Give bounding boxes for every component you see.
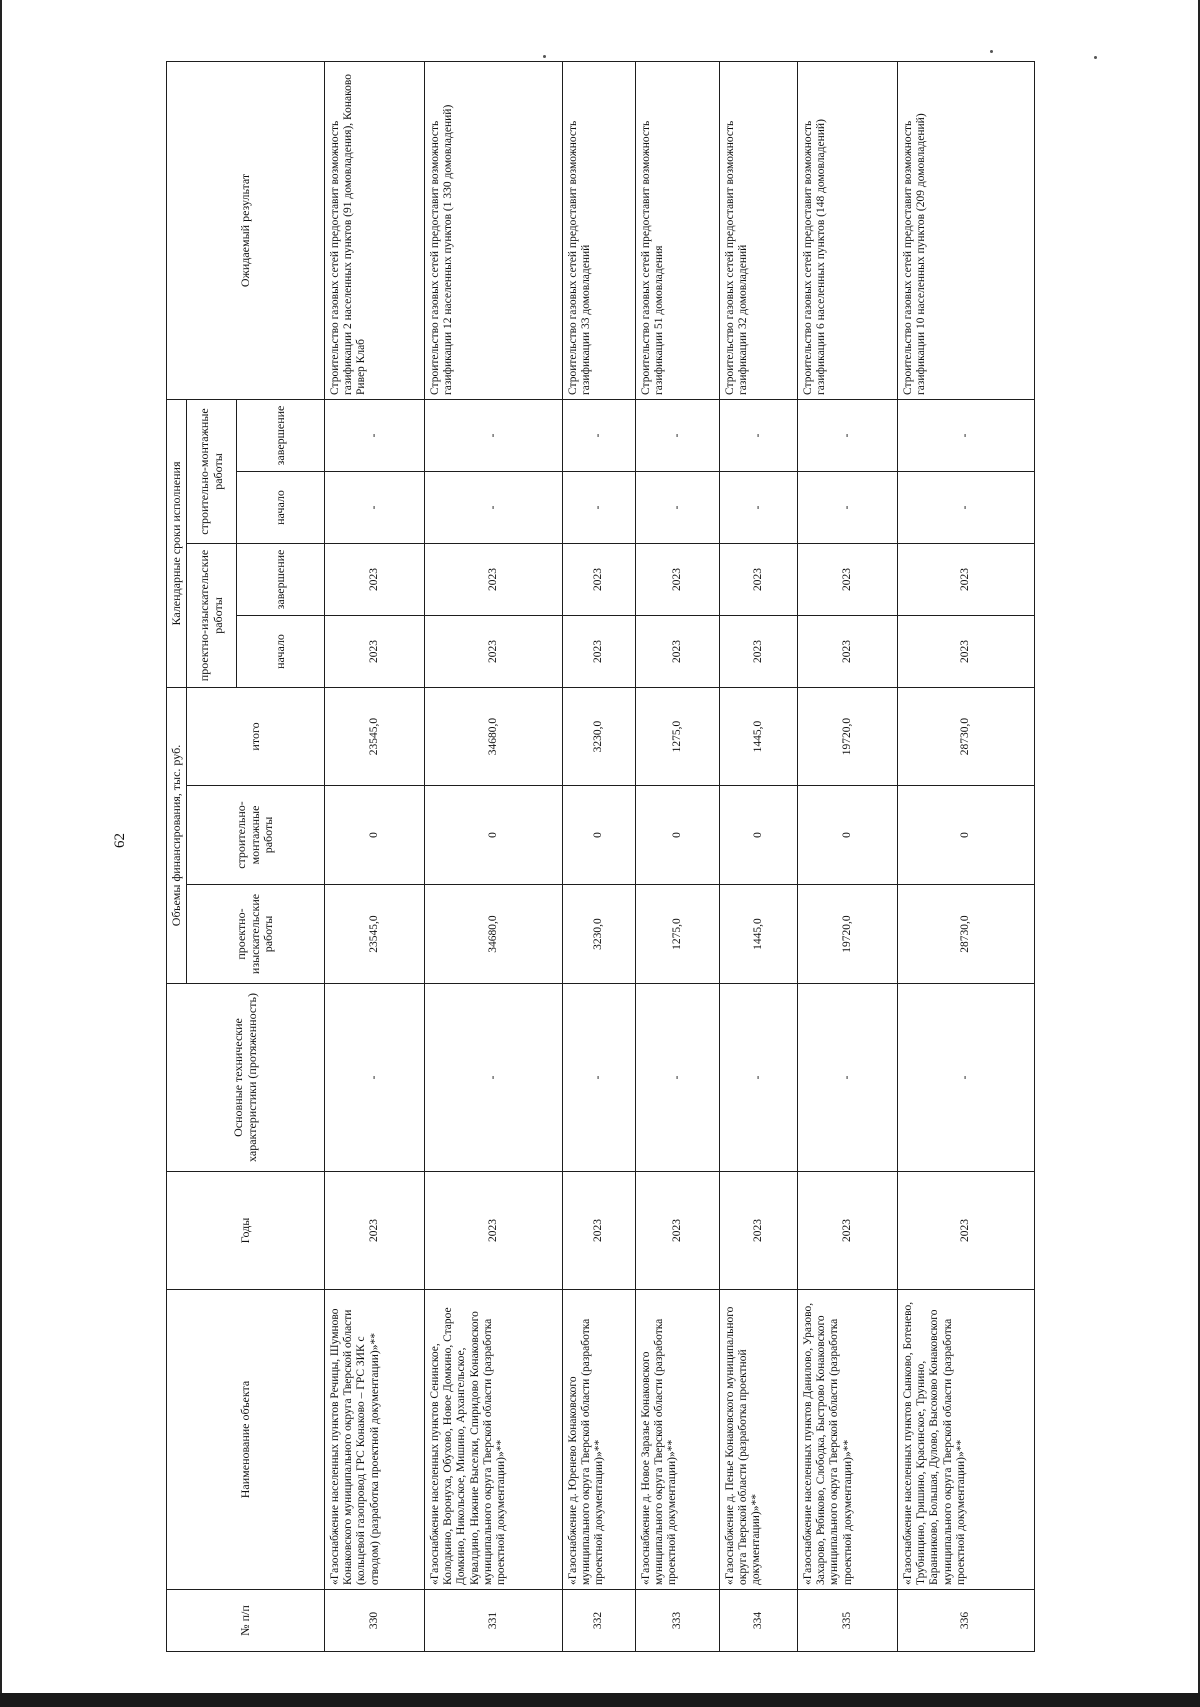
cell-result: Строительство газовых сетей предоставит возможность газификации 6 населенных пунктов (148 домовладений) [798, 61, 898, 399]
header-pir-end: завершение [237, 543, 325, 615]
cell-pir-end: 2023 [636, 543, 720, 615]
header-finance: Объемы финансирования, тыс. руб. [167, 687, 187, 983]
header-finance-total: итого [187, 687, 325, 785]
cell-name: «Газоснабжение д. Юренево Конаковского муниципального округа Тверской области (разработка проектной документации)»** [563, 1290, 636, 1590]
cell-smr-start: - [898, 471, 1035, 543]
cell-tech: - [425, 984, 563, 1172]
header-years: Годы [167, 1172, 325, 1290]
cell-smr-start: - [798, 471, 898, 543]
table-row [325, 61, 425, 1651]
rotated-page [166, 62, 1034, 1652]
cell-pir-start: 2023 [636, 615, 720, 687]
header-num: № п/п [167, 1590, 325, 1652]
cell-smr-end: - [425, 399, 563, 471]
cell-pir-start: 2023 [425, 615, 563, 687]
cell-pir: 3230,0 [563, 885, 636, 984]
cell-smr: 0 [425, 786, 563, 885]
scan-speck [1094, 56, 1097, 59]
cell-name: «Газоснабжение д. Новое Заразье Конаковского муниципального округа Тверской области (разработка проектной документации)»** [636, 1290, 720, 1590]
cell-pir-start: 2023 [563, 615, 636, 687]
table-row [798, 61, 898, 1651]
cell-pir-start: 2023 [720, 615, 798, 687]
cell-pir-start: 2023 [898, 615, 1035, 687]
cell-year: 2023 [798, 1172, 898, 1290]
cell-tech: - [798, 984, 898, 1172]
cell-num: 335 [798, 1590, 898, 1652]
cell-total: 1275,0 [636, 687, 720, 785]
cell-num: 331 [425, 1590, 563, 1652]
cell-num: 330 [325, 1590, 425, 1652]
cell-pir: 1275,0 [636, 885, 720, 984]
cell-pir-end: 2023 [898, 543, 1035, 615]
cell-year: 2023 [425, 1172, 563, 1290]
cell-name: «Газоснабжение населенных пунктов Сынково, Ботенево, Трубницино, Гришино, Красинское, Трунино, Баранниково, Большая, Дулово, Высоково Конаковского муниципального округа Тверской области (разработка проектной документации)»** [898, 1290, 1035, 1590]
cell-smr-end: - [325, 399, 425, 471]
cell-pir-end: 2023 [325, 543, 425, 615]
cell-smr-start: - [425, 471, 563, 543]
scan-bottom-edge [0, 1693, 1200, 1707]
cell-name: «Газоснабжение д. Пенье Конаковского муниципального округа Тверской области (разработка проектной документации)»** [720, 1290, 798, 1590]
cell-pir: 1445,0 [720, 885, 798, 984]
header-dates-smr: строительно-монтажные работы [187, 399, 237, 543]
cell-tech: - [563, 984, 636, 1172]
cell-result: Строительство газовых сетей предоставит возможность газификации 32 домовладений [720, 61, 798, 399]
cell-smr-end: - [898, 399, 1035, 471]
cell-smr-end: - [636, 399, 720, 471]
header-tech: Основные технические характеристики (протяженность) [167, 984, 325, 1172]
cell-result: Строительство газовых сетей предоставит возможность газификации 12 населенных пунктов (1 330 домовладений) [425, 61, 563, 399]
table-row [636, 61, 720, 1651]
cell-smr: 0 [325, 786, 425, 885]
cell-num: 334 [720, 1590, 798, 1652]
header-smr-start: начало [237, 471, 325, 543]
cell-smr: 0 [798, 786, 898, 885]
cell-total: 3230,0 [563, 687, 636, 785]
cell-tech: - [636, 984, 720, 1172]
cell-total: 28730,0 [898, 687, 1035, 785]
cell-year: 2023 [563, 1172, 636, 1290]
cell-year: 2023 [325, 1172, 425, 1290]
cell-tech: - [325, 984, 425, 1172]
scan-speck [543, 55, 546, 58]
cell-year: 2023 [720, 1172, 798, 1290]
cell-pir-start: 2023 [325, 615, 425, 687]
cell-tech: - [898, 984, 1035, 1172]
cell-result: Строительство газовых сетей предоставит возможность газификации 33 домовладений [563, 61, 636, 399]
header-finance-pir: проектно-изыскательские работы [187, 885, 325, 984]
table-row [425, 61, 563, 1651]
cell-tech: - [720, 984, 798, 1172]
scan-speck [990, 50, 993, 53]
cell-smr: 0 [898, 786, 1035, 885]
page-number: 62 [112, 833, 128, 848]
header-result: Ожидаемый результат [167, 61, 325, 399]
cell-pir: 28730,0 [898, 885, 1035, 984]
cell-result: Строительство газовых сетей предоставит возможность газификации 51 домовладения [636, 61, 720, 399]
cell-pir-end: 2023 [425, 543, 563, 615]
cell-smr-start: - [636, 471, 720, 543]
table-row [898, 61, 1035, 1651]
header-dates: Календарные сроки исполнения [167, 399, 187, 687]
cell-smr: 0 [563, 786, 636, 885]
cell-num: 333 [636, 1590, 720, 1652]
cell-pir: 34680,0 [425, 885, 563, 984]
header-name: Наименование объекта [167, 1290, 325, 1590]
cell-result: Строительство газовых сетей предоставит возможность газификации 10 населенных пунктов (209 домовладений) [898, 61, 1035, 399]
header-smr-end: завершение [237, 399, 325, 471]
cell-smr-start: - [720, 471, 798, 543]
cell-pir: 23545,0 [325, 885, 425, 984]
cell-name: «Газоснабжение населенных пунктов Данилово, Уразово, Захарово, Рябиково, Слободка, Быстрово Конаковского муниципального округа Тверской области (разработка проектной документации)»** [798, 1290, 898, 1590]
cell-pir-end: 2023 [563, 543, 636, 615]
cell-pir-end: 2023 [720, 543, 798, 615]
cell-name: «Газоснабжение населенных пунктов Речицы, Шумново Конаковского муниципального округа Тверской области (кольцевой газопровод ГРС Конаково – ГРС ЗИК с отводом) (разработка проектной документации)»** [325, 1290, 425, 1590]
cell-smr-end: - [798, 399, 898, 471]
cell-smr-end: - [720, 399, 798, 471]
cell-year: 2023 [636, 1172, 720, 1290]
cell-total: 19720,0 [798, 687, 898, 785]
cell-num: 336 [898, 1590, 1035, 1652]
cell-smr: 0 [720, 786, 798, 885]
table-row [720, 61, 798, 1651]
program-table [166, 61, 1035, 1652]
table-row [563, 61, 636, 1651]
cell-total: 34680,0 [425, 687, 563, 785]
cell-smr: 0 [636, 786, 720, 885]
cell-name: «Газоснабжение населенных пунктов Сенинское, Колодкино, Воронуха, Обухово, Новое Домкино, Старое Домкино, Никольское, Мишино, Архангельское, Кувалдино, Нижние Выселки, Спиридово Конаковского муниципального округа Тверской области (разработка проектной документации)»** [425, 1290, 563, 1590]
header-pir-start: начало [237, 615, 325, 687]
header-dates-pir: проектно-изыскательские работы [187, 543, 237, 687]
cell-pir: 19720,0 [798, 885, 898, 984]
cell-result: Строительство газовых сетей предоставит возможность газификации 2 населенных пунктов (91 домовладения), Конаково Ривер Клаб [325, 61, 425, 399]
cell-smr-start: - [325, 471, 425, 543]
cell-pir-end: 2023 [798, 543, 898, 615]
cell-total: 1445,0 [720, 687, 798, 785]
header-finance-smr: строительно-монтажные работы [187, 786, 325, 885]
cell-total: 23545,0 [325, 687, 425, 785]
cell-pir-start: 2023 [798, 615, 898, 687]
cell-year: 2023 [898, 1172, 1035, 1290]
cell-smr-end: - [563, 399, 636, 471]
cell-smr-start: - [563, 471, 636, 543]
cell-num: 332 [563, 1590, 636, 1652]
